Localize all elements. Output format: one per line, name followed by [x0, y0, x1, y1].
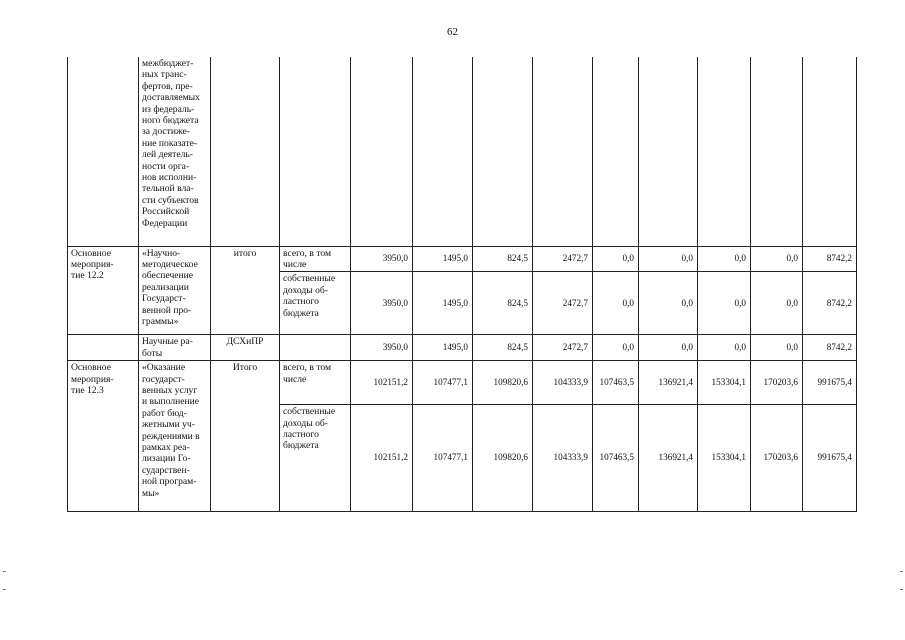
value-cell: 0,0 [698, 272, 751, 335]
value-cell: 104333,9 [533, 405, 593, 512]
measure-cell [68, 335, 139, 361]
value-cell: 0,0 [639, 272, 698, 335]
executor-cell: итого [211, 246, 280, 335]
value-cell: 2472,7 [533, 272, 593, 335]
value-cell: 170203,6 [751, 361, 803, 405]
value-cell: 102151,2 [351, 405, 413, 512]
value-cell: 1495,0 [413, 335, 473, 361]
value-cell: 170203,6 [751, 405, 803, 512]
source-cell: всего, в том числе [280, 361, 351, 405]
value-cell: 107463,5 [593, 361, 639, 405]
source-cell: собственные доходы об- ластного бюджета [280, 405, 351, 512]
value-cell: 2472,7 [533, 246, 593, 272]
source-cell [280, 57, 351, 246]
value-cell: 3950,0 [351, 246, 413, 272]
executor-cell [211, 57, 280, 246]
scan-mark [3, 571, 6, 572]
page-number: 62 [447, 26, 458, 38]
value-cell: 2472,7 [533, 335, 593, 361]
measure-name: межбюджет- ных транс- фертов, пре- доставляемых из федераль- ного бюджета за достиже- ние показате- лей деятель- ности орга- нов исполни- тельной вла- сти субъектов Российской Федерации [142, 58, 200, 229]
scan-mark [900, 571, 903, 572]
scan-mark [900, 589, 903, 590]
value-cell: 136921,4 [639, 361, 698, 405]
executor-cell: ДСХиПР [211, 335, 280, 361]
source-cell: всего, в том числе [280, 246, 351, 272]
measure-cell: Основное мероприя- тие 12.2 [68, 246, 139, 335]
measure-cell [68, 57, 139, 246]
table-row [68, 335, 857, 361]
total-cell: 8742,2 [803, 335, 857, 361]
total-cell: 991675,4 [803, 405, 857, 512]
table-row [68, 361, 857, 405]
total-cell: 8742,2 [803, 246, 857, 272]
value-cell: 0,0 [593, 335, 639, 361]
scan-mark [3, 589, 6, 590]
value-cell: 104333,9 [533, 361, 593, 405]
value-cell: 153304,1 [698, 405, 751, 512]
source-cell: собственные доходы об- ластного бюджета [280, 272, 351, 335]
value-cell: 136921,4 [639, 405, 698, 512]
value-cell: 0,0 [639, 335, 698, 361]
value-cell: 1495,0 [413, 246, 473, 272]
value-cell: 1495,0 [413, 272, 473, 335]
name-cell: Научные ра- боты [139, 335, 211, 361]
measure-cell: Основное мероприя- тие 12.3 [68, 361, 139, 512]
value-cell: 0,0 [698, 246, 751, 272]
total-cell: 991675,4 [803, 361, 857, 405]
total-cell: 8742,2 [803, 272, 857, 335]
value-cell: 0,0 [639, 246, 698, 272]
table-row [68, 246, 857, 272]
value-cell: 109820,6 [473, 361, 533, 405]
value-cell: 107477,1 [413, 361, 473, 405]
value-cell: 3950,0 [351, 335, 413, 361]
name-cell: «Научно- методическое обеспечение реализации Государст- венной про- граммы» [139, 246, 211, 335]
value-cell: 102151,2 [351, 361, 413, 405]
source-cell [280, 335, 351, 361]
value-cell: 0,0 [593, 272, 639, 335]
value-cell: 109820,6 [473, 405, 533, 512]
value-cell: 0,0 [698, 335, 751, 361]
executor-cell: Итого [211, 361, 280, 512]
budget-table [67, 57, 857, 512]
value-cell: 824,5 [473, 272, 533, 335]
value-cell: 824,5 [473, 335, 533, 361]
value-cell: 153304,1 [698, 361, 751, 405]
value-cell: 0,0 [751, 335, 803, 361]
value-cell: 107463,5 [593, 405, 639, 512]
value-cell: 824,5 [473, 246, 533, 272]
value-cell: 0,0 [593, 246, 639, 272]
name-cell [139, 57, 211, 246]
continuation-row [68, 57, 857, 246]
name-cell: «Оказание государст- венных услуг и выполнение работ бюд- жетными уч- реждениями в рамках реа- лизации Го- сударствен- ной програм- мы» [139, 361, 211, 512]
value-cell: 3950,0 [351, 272, 413, 335]
value-cell: 0,0 [751, 246, 803, 272]
value-cell: 0,0 [751, 272, 803, 335]
value-cell: 107477,1 [413, 405, 473, 512]
